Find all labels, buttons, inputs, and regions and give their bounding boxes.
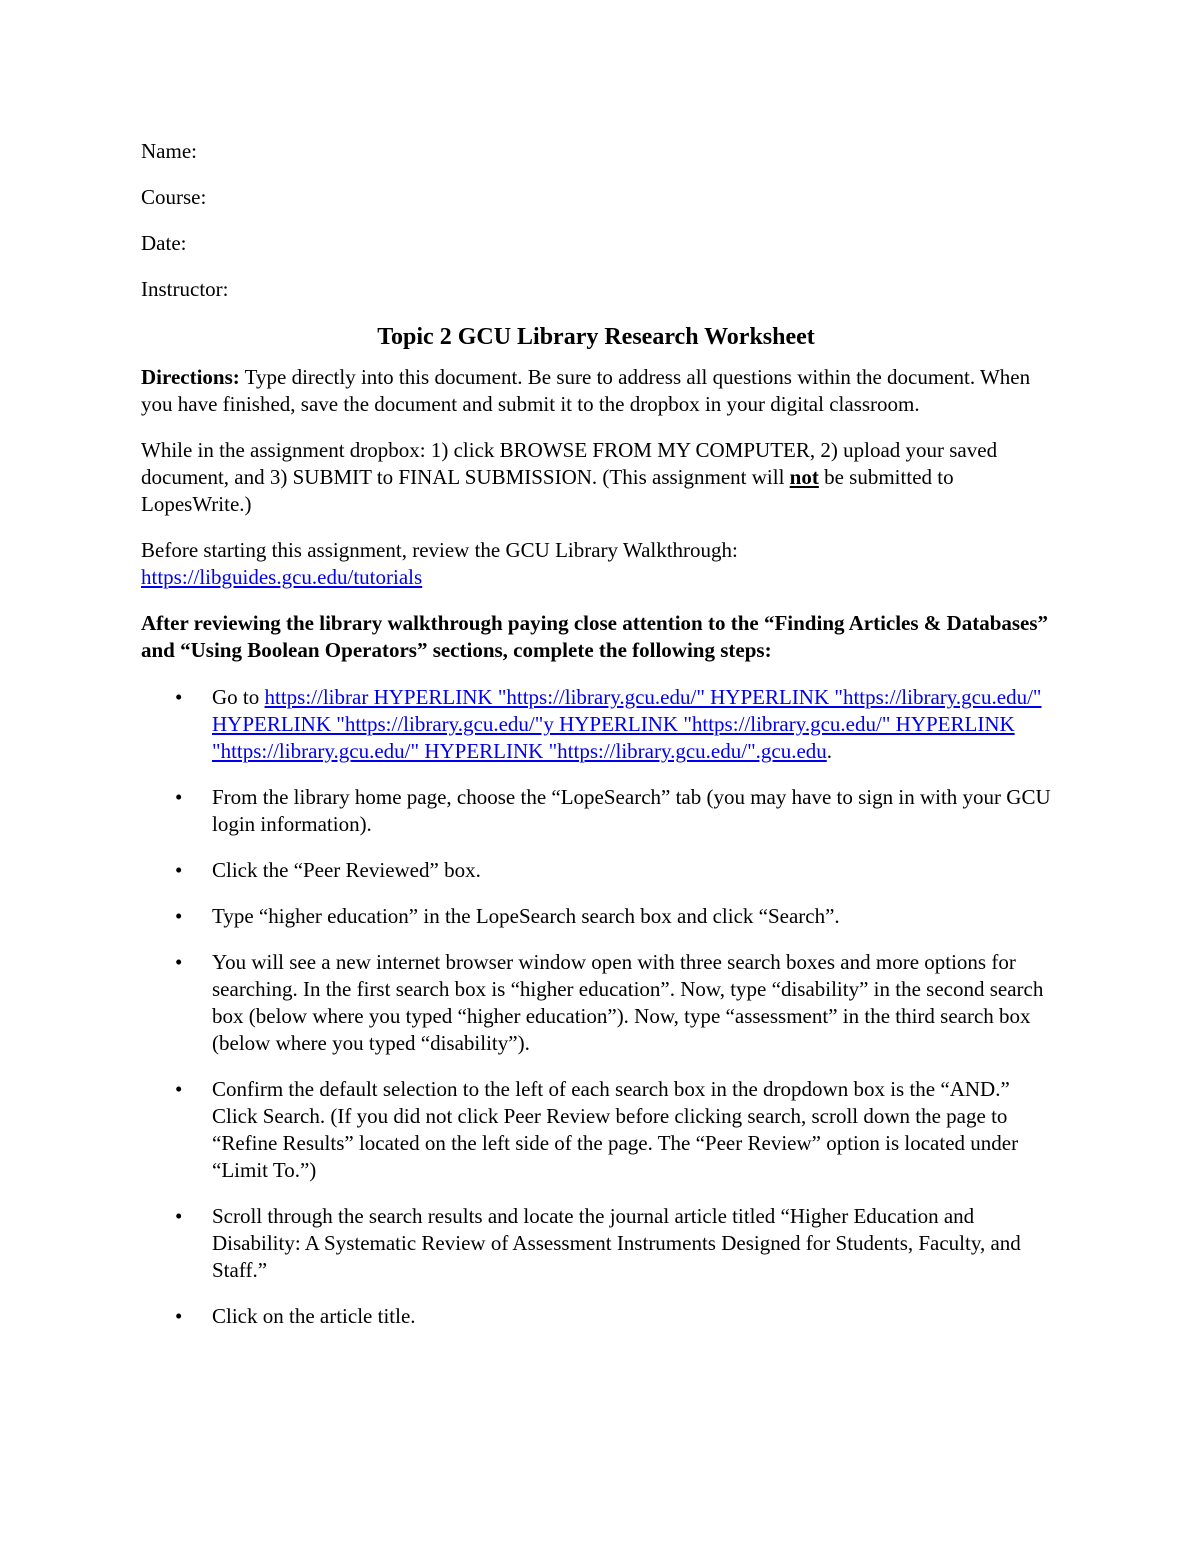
step-text: Click the “Peer Reviewed” box. (212, 858, 481, 882)
name-field-label: Name: (141, 139, 197, 163)
bullet-icon: • (175, 685, 183, 709)
library-link[interactable]: https://librar HYPERLINK "https://library.gcu.edu/" HYPERLINK "https://library.gcu.edu/" HYPERLINK "https://library.gcu.edu/"y HYPERLINK "https://library.gcu.edu/" HYPERLINK "https://library.gcu.edu/" HYPERLINK "https://library.gcu.edu/".gcu.edu (212, 685, 1042, 763)
steps-intro (141, 610, 1051, 664)
dropbox-instructions-paragraph (141, 437, 1051, 518)
step-text: Type “higher education” in the LopeSearch search box and click “Search”. (212, 904, 840, 928)
steps-list (141, 684, 1051, 1330)
step-text: From the library home page, choose the “LopeSearch” tab (you may have to sign in with your GCU login information). (212, 785, 1051, 836)
walkthrough-link[interactable]: https://libguides.gcu.edu/tutorials (141, 565, 423, 589)
step-text: Confirm the default selection to the left of each search box in the dropdown box is the “AND.” Click Search. (If you did not click Peer Review before clicking search, scroll down the page to “Refine Results” located on the left side of the page. The “Peer Review” option is located under “Limit To.”) (212, 1077, 1019, 1182)
bullet-icon: • (175, 950, 183, 974)
instructor-field-label: Instructor: (141, 277, 229, 301)
step-item (141, 949, 1051, 1057)
document-page (141, 138, 1051, 1349)
bullet-icon: • (175, 904, 183, 928)
bullet-icon: • (175, 1077, 183, 1101)
dropbox-instructions-after: be submitted to LopesWrite.) (141, 465, 954, 516)
steps-intro-text: After reviewing the library walkthrough paying close attention to the “Finding Articles & Databases” and “Using Boolean Operators” sections, complete the following steps: (141, 611, 1049, 662)
step-item (141, 1076, 1051, 1184)
date-field-label: Date: (141, 231, 187, 255)
directions-label: Directions: (141, 365, 240, 389)
bullet-icon: • (175, 1304, 183, 1328)
directions-paragraph (141, 364, 1051, 418)
step-text: Click on the article title. (212, 1304, 416, 1328)
bullet-icon: • (175, 785, 183, 809)
step-item (141, 1303, 1051, 1330)
step-prefix: Go to (212, 685, 265, 709)
step-item-library-link (141, 684, 1051, 765)
course-field-label: Course: (141, 185, 207, 209)
walkthrough-paragraph (141, 537, 1051, 591)
directions-text: Type directly into this document. Be sure to address all questions within the document. When you have finished, save the document and submit it to the dropbox in your digital classroom. (141, 365, 1031, 416)
step-suffix: . (826, 739, 833, 763)
page-title: Topic 2 GCU Library Research Worksheet (377, 324, 815, 350)
step-item (141, 857, 1051, 884)
step-item (141, 903, 1051, 930)
step-text: Scroll through the search results and locate the journal article titled “Higher Education and Disability: A Systematic Review of Assessment Instruments Designed for Students, Faculty, and Staff.” (212, 1204, 1021, 1282)
step-text: You will see a new internet browser window open with three search boxes and more options for searching. In the first search box is “higher education”. Now, type “disability” in the second search box (below where you typed “higher education”). Now, type “assessment” in the third search box (below where you typed “disability”). (212, 950, 1044, 1055)
step-item (141, 784, 1051, 838)
step-item (141, 1203, 1051, 1284)
bullet-icon: • (175, 1204, 183, 1228)
bullet-icon: • (175, 858, 183, 882)
dropbox-instructions-before: While in the assignment dropbox: 1) click BROWSE FROM MY COMPUTER, 2) upload your saved document, and 3) SUBMIT to FINAL SUBMISSION. (This assignment will (141, 438, 998, 489)
walkthrough-text: Before starting this assignment, review the GCU Library Walkthrough: (141, 538, 738, 562)
dropbox-instructions-emphasis: not (789, 465, 819, 489)
